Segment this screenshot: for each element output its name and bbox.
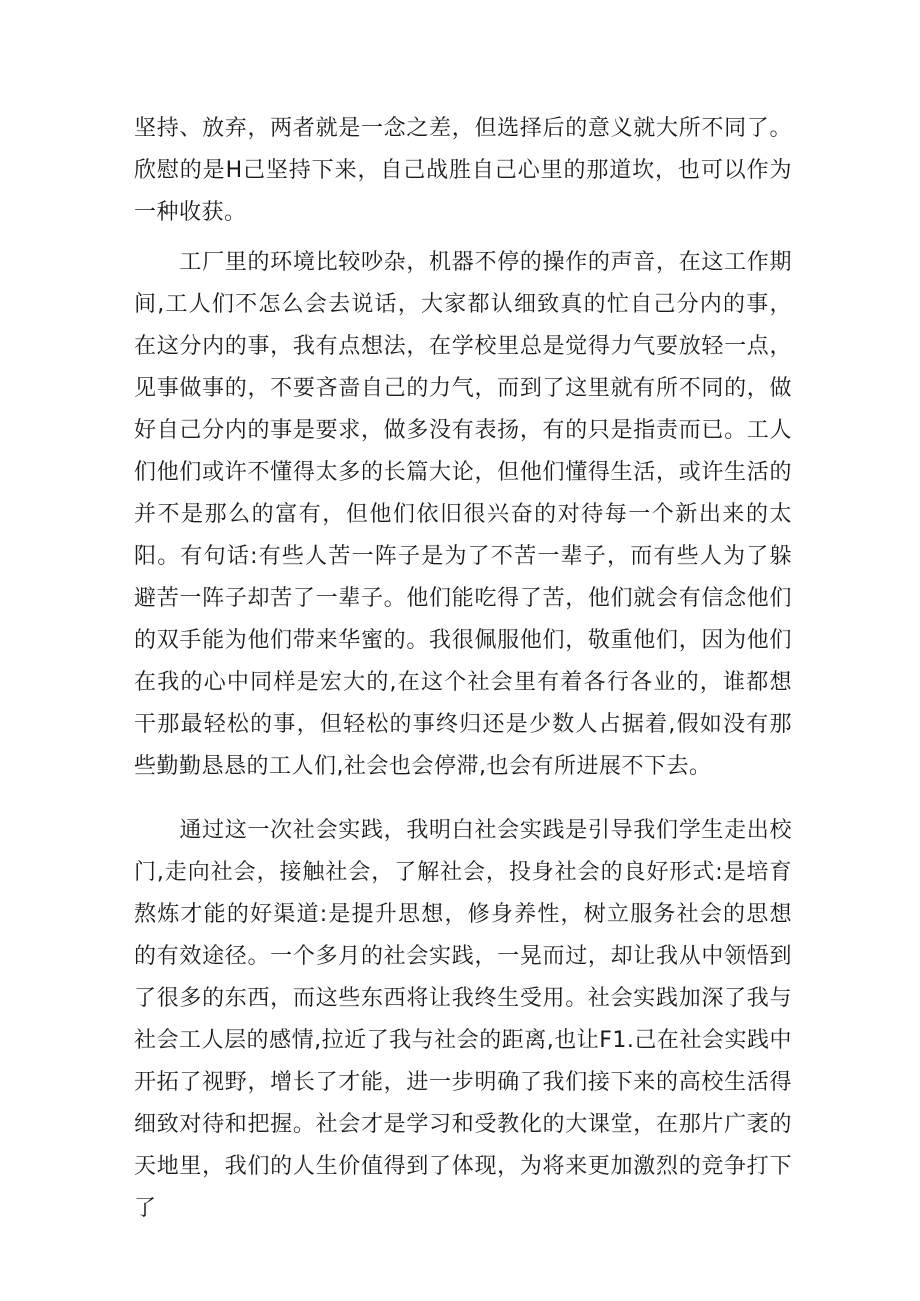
paragraph-2: 工厂里的环境比较吵杂，机器不停的操作的声音，在这工作期间,工人们不怎么会去说话，大家都认细致真的忙自己分内的事，在这分内的事，我有点想法，在学校里总是觉得力气要放轻一点，见事做事的，不要吝啬自己的力气，而到了这里就有所不同的，做好自己分内的事是要求，做多没有表扬，有的只是指责而已。工人们他们或许不懂得太多的长篇大论，但他们懂得生活，或许生活的并不是那么的富有，但他们依旧很兴奋的对待每一个新出来的太阳。有句话:有些人苦一阵子是为了不苦一辈子，而有些人为了躲避苦一阵子却苦了一辈子。他们能吃得了苦，他们就会有信念他们的双手能为他们带来华蜜的。我很佩服他们，敬重他们，因为他们在我的心中同样是宏大的,在这个社会里有着各行各业的，谁都想干那最轻松的事，但轻松的事终归还是少数人占据着,假如没有那些勤勤恳恳的工人们,社会也会停滞,也会有所进展不下去。 bbox=[134, 250, 792, 779]
paragraph-3: 通过这一次社会实践，我明白社会实践是引导我们学生走出校门,走向社会，接触社会，了解社会，投身社会的良好形式:是培育熬炼才能的好渠道:是提升思想，修身养性，树立服务社会的思想的有效途径。一个多月的社会实践，一晃而过，却让我从中领悟到了很多的东西，而这些东西将让我终生受用。社会实践加深了我与社会工人层的感情,拉近了我与社会的距离,也让F1.己在社会实践中开拓了视野，增长了才能，进一步明确了我们接下来的高校生活得细致对待和把握。社会才是学习和受教化的大课堂，在那片广袤的天地里，我们的人生价值得到了体现，为将来更加激烈的竞争打下了 bbox=[134, 818, 792, 1221]
document-body bbox=[134, 108, 792, 1230]
paragraph-1: 坚持、放弃，两者就是一念之差，但选择后的意义就大所不同了。欣慰的是H己坚持下来，自己战胜自己心里的那道坎，也可以作为一种收获。 bbox=[134, 116, 792, 225]
